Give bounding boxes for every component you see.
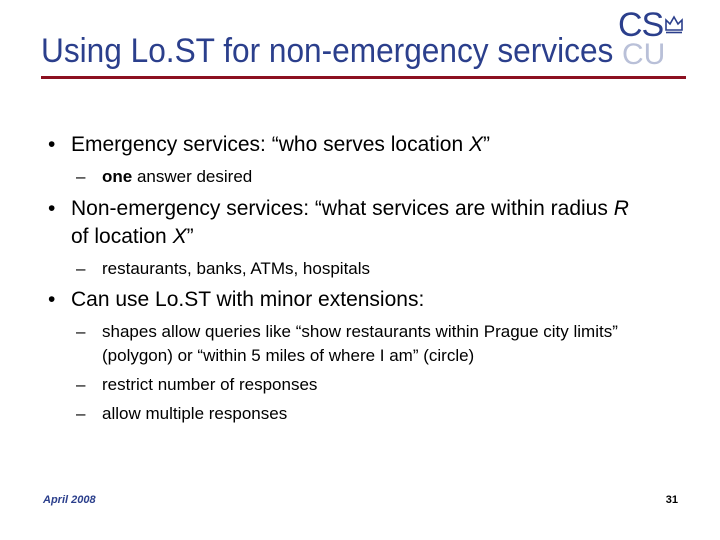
sub-bullet-marker: – bbox=[76, 322, 86, 341]
sub-bullet-marker: – bbox=[76, 404, 86, 423]
footer-date: April 2008 bbox=[43, 494, 96, 506]
bullet-marker: • bbox=[48, 133, 56, 156]
sub-bullet-text bbox=[102, 320, 682, 368]
italic-run: R bbox=[613, 197, 629, 220]
italic-run: X bbox=[469, 133, 484, 156]
logo-cu-text: CU bbox=[622, 38, 666, 71]
logo-cs-text: CS bbox=[618, 6, 664, 44]
text-run: Non-emergency services: “what services are within radius bbox=[71, 197, 614, 220]
sub-bullet-marker: – bbox=[76, 167, 86, 186]
text-run: restaurants, banks, ATMs, hospitals bbox=[102, 259, 371, 278]
sub-bullet-text bbox=[102, 165, 672, 189]
text-run: ” bbox=[186, 225, 194, 248]
italic-run: X bbox=[172, 225, 187, 248]
bullet-text bbox=[71, 286, 651, 314]
text-run: shapes allow queries like “show restaurants within Prague city limits” (polygon) or “within 5 miles of where I am” (circle) bbox=[102, 322, 618, 365]
sub-bullet-text bbox=[102, 257, 672, 281]
sub-bullet-text bbox=[102, 373, 672, 397]
text-run: of location bbox=[71, 225, 173, 248]
sub-bullet-text bbox=[102, 402, 672, 426]
sub-bullet-marker: – bbox=[76, 259, 86, 278]
text-run: Emergency services: “who serves location bbox=[71, 133, 469, 156]
bullet-marker: • bbox=[48, 288, 56, 311]
slide-title: Using Lo.ST for non-emergency services bbox=[41, 32, 614, 70]
text-run: restrict number of responses bbox=[102, 375, 318, 394]
text-run: ” bbox=[483, 133, 491, 156]
bold-run: one bbox=[102, 167, 133, 186]
text-run: allow multiple responses bbox=[102, 404, 288, 423]
bullet-text bbox=[71, 195, 631, 251]
text-run: answer desired bbox=[132, 167, 253, 186]
page-number: 31 bbox=[665, 494, 678, 506]
text-run: Can use Lo.ST with minor extensions: bbox=[71, 288, 425, 311]
sub-bullet-marker: – bbox=[76, 375, 86, 394]
bullet-text bbox=[71, 131, 651, 159]
bullet-marker: • bbox=[48, 197, 56, 220]
